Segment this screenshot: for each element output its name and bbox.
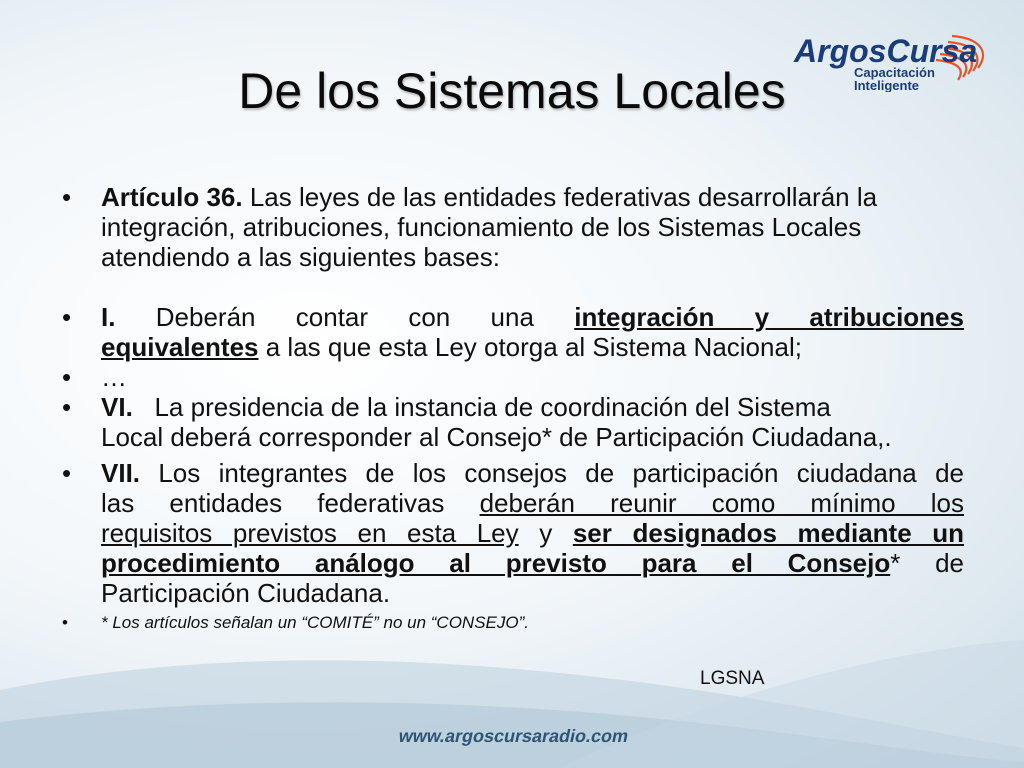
fraccion-vii-tail: * de bbox=[890, 548, 965, 578]
slide-title: De los Sistemas Locales bbox=[238, 63, 786, 119]
fraccion-vi-line1 bbox=[101, 392, 964, 422]
fraccion-vii-text-2: las entidades federativas bbox=[101, 488, 445, 518]
articulo-36-text bbox=[101, 182, 964, 272]
bullet-dot: • bbox=[62, 182, 72, 212]
fraccion-vii-line1 bbox=[101, 458, 964, 488]
fraccion-vii-line3 bbox=[101, 518, 964, 548]
source-label: LGSNA bbox=[700, 668, 765, 689]
articulo-36-label: Artículo 36. bbox=[101, 182, 243, 212]
fraccion-vii-label: VII. bbox=[101, 458, 141, 488]
fraccion-i-line2 bbox=[101, 332, 964, 362]
footer-url-graphic bbox=[398, 722, 628, 750]
fraccion-vi-label: VI. bbox=[101, 392, 133, 422]
bullet-fraccion-vi bbox=[62, 392, 964, 452]
fraccion-vii-line2 bbox=[101, 488, 964, 518]
articulo-36-line1: Las leyes de las entidades federativas desarrollarán la bbox=[242, 182, 878, 212]
bullet-dot: • bbox=[62, 392, 72, 422]
fraccion-i-line1 bbox=[101, 302, 964, 332]
fraccion-i-text: Deberán contar con una bbox=[155, 302, 534, 332]
logo-brand-text: ArgosCursa bbox=[794, 33, 978, 69]
footer-url[interactable] bbox=[398, 722, 628, 755]
bullet-ellipsis bbox=[62, 362, 964, 392]
fraccion-vi-text-1: La presidencia de la instancia de coordinación del Sistema bbox=[154, 392, 831, 422]
fraccion-vii-text-1: Los integrantes de los consejos de participación ciudadana de bbox=[158, 458, 964, 488]
bullet-dot: • bbox=[62, 362, 72, 392]
articulo-36-rest: integración, atribuciones, funcionamiento de los Sistemas Locales atendiendo a las siguientes bases: bbox=[101, 212, 862, 272]
slide-content bbox=[62, 182, 964, 634]
fraccion-vii-line5: Participación Ciudadana. bbox=[101, 578, 391, 608]
ellipsis-text: … bbox=[101, 362, 127, 392]
footnote-text: * Los artículos señalan un “COMITÉ” no un “CONSEJO”. bbox=[101, 613, 529, 632]
fraccion-i-label: I. bbox=[101, 302, 116, 332]
fraccion-vii-underlined-2: requisitos previstos en esta Ley bbox=[101, 518, 519, 548]
bullet-fraccion-vii bbox=[62, 458, 964, 608]
bullet-dot: • bbox=[62, 458, 72, 488]
fraccion-vi-line2: Local deberá corresponder al Consejo* de Participación Ciudadana,. bbox=[101, 422, 892, 452]
fraccion-vii-y: y bbox=[539, 518, 553, 548]
logo-tagline-2: Inteligente bbox=[854, 78, 920, 92]
bullet-articulo-36 bbox=[62, 182, 964, 272]
logo-tagline-1: Capacitación bbox=[854, 65, 935, 80]
fraccion-vii-line4 bbox=[101, 548, 964, 578]
fraccion-vii-bold-underlined-1: ser designados mediante un bbox=[572, 518, 964, 548]
fraccion-i-underlined: integración y atribuciones bbox=[574, 302, 964, 332]
bullet-dot: • bbox=[62, 302, 72, 332]
bullet-footnote bbox=[62, 612, 964, 634]
fraccion-i-underlined-2: equivalentes bbox=[101, 332, 259, 362]
bullet-fraccion-i bbox=[62, 302, 964, 362]
footer-url-text[interactable]: www.argoscursaradio.com bbox=[398, 726, 628, 746]
fraccion-vii-underlined-1: deberán reunir como mínimo los bbox=[479, 488, 964, 518]
bullet-dot: • bbox=[62, 613, 68, 632]
fraccion-i-rest: a las que esta Ley otorga al Sistema Nacional; bbox=[258, 332, 802, 362]
fraccion-vii-bold-underlined-2: procedimiento análogo al previsto para el Consejo bbox=[101, 548, 891, 578]
